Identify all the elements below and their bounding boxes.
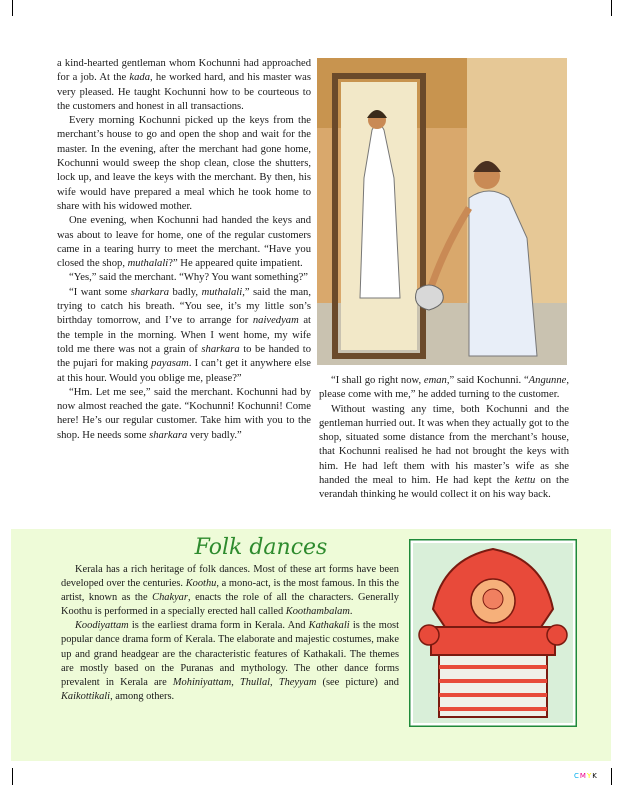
- cmyk-mark-m: M: [579, 772, 587, 780]
- paragraph: [319, 403, 569, 503]
- story-right-column: [319, 374, 569, 503]
- italic-term: eman: [423, 375, 447, 386]
- crop-mark-top-right: [611, 0, 612, 16]
- text-run: , among others.: [110, 690, 175, 702]
- text-run: on the verandah thinking he would collect it on his way back.: [319, 475, 569, 501]
- text-run: .: [349, 606, 353, 618]
- crop-mark-bottom-right: [611, 768, 612, 785]
- paragraph: [57, 114, 311, 214]
- italic-term: sharkara: [201, 343, 240, 355]
- italic-term: Koothambalam: [285, 606, 350, 618]
- italic-term: naivedyam: [252, 315, 299, 327]
- paragraph: [319, 374, 569, 403]
- italic-term: Thullal: [240, 676, 271, 688]
- cmyk-mark-y: Y: [586, 772, 593, 780]
- cmyk-mark-k: K: [592, 772, 598, 780]
- paragraph: [57, 57, 311, 114]
- italic-term: payasam: [151, 358, 189, 370]
- italic-term: muthalali: [201, 286, 243, 298]
- italic-term: kada: [129, 72, 151, 84]
- story-left-column: [57, 57, 311, 443]
- paragraph: [61, 563, 399, 619]
- italic-term: kettu: [514, 475, 536, 487]
- folk-dances-box: [11, 529, 611, 761]
- text-run: Every morning Kochunni picked up the keys from the merchant’s house to go and open the shop and wait for the master. In the evening, after the merchant had gone home, Kochunni would sweep the shop clean, close the shutters, lock up, and leave the keys with the merchant. By then, his wife would have prepared a meal which he took home to share with his widowed mother.: [57, 115, 311, 212]
- italic-term: Chakyar: [152, 592, 188, 604]
- crop-mark-top-left: [12, 0, 13, 16]
- text-run: , he worked hard, and his master was very pleased. He taught Kochunni how to be courteous to the customers and honest in all transactions.: [57, 72, 311, 112]
- text-run: at the temple in the morning. When I went home, my wife told me there was not a grain of: [57, 315, 311, 355]
- folk-dances-text: [61, 563, 399, 704]
- italic-term: sharkara: [149, 429, 188, 441]
- text-run: . I can’t get it anywhere else at this hour. Would you oblige me, please?”: [57, 358, 312, 384]
- paragraph: [57, 386, 311, 443]
- text-run: is the most popular dance drama form of Kerala. The elaborate and majestic costumes, make up and grand headgear are the characteristic features of Kathakali. The themes are mostly based on the Puranas and mythology. The other dance forms prevalent in Kerala are: [61, 620, 399, 688]
- folk-dances-title: Folk dances: [194, 535, 328, 560]
- italic-term: Kathakali: [308, 620, 350, 632]
- text-run: Without wasting any time, both Kochunni and the gentleman hurried out. It was when they actually got to the shop, situated some distance from the merchant’s house, that Kochunni realised he had not brought the keys with him. He had left them with his master’s wife as she handed the meal to him. He had kept the: [319, 403, 569, 487]
- cmyk-mark-c: C: [574, 772, 580, 780]
- text-run: ,” said the man, trying to catch his breath. “You see, it’s my little son’s birthday tomorrow, and I’ve to arrange for: [57, 286, 311, 327]
- text-run: ,: [231, 676, 240, 688]
- text-run: very badly.”: [187, 429, 242, 441]
- text-run: , please come with me,” he added turning to the customer.: [319, 375, 569, 401]
- text-run: ?” He appeared quite impatient.: [168, 258, 303, 270]
- italic-term: sharkara: [130, 286, 170, 298]
- paragraph: [61, 619, 399, 704]
- paragraph: [57, 286, 311, 386]
- text-run: (see picture) and: [316, 676, 399, 688]
- italic-term: Koodiyattam: [75, 620, 129, 632]
- text-run: ,” said Kochunni. “: [446, 375, 529, 386]
- text-run: a kind-hearted gentleman whom Kochunni had approached for a job. At the: [57, 58, 311, 84]
- italic-term: Kaikottikali: [61, 690, 111, 702]
- italic-term: Theyyam: [278, 676, 317, 688]
- theyyam-picture: [409, 539, 577, 727]
- cmyk-color-marks: [574, 772, 598, 780]
- paragraph: [57, 214, 311, 271]
- text-run: is the earliest drama form in Kerala. And: [128, 620, 309, 632]
- paragraph: [57, 271, 311, 285]
- text-run: , enacts the role of all the characters. Generally Koothu is performed in a specially erected hall called: [61, 592, 399, 618]
- text-run: ,: [270, 676, 279, 688]
- text-run: One evening, when Kochunni had handed the keys and was about to leave for home, one of the regular customers came in a tearing hurry to meet the merchant. “Have you closed the shop,: [57, 215, 311, 270]
- italic-term: muthalali: [127, 258, 169, 270]
- italic-term: Mohiniyattam: [172, 676, 232, 688]
- text-run: “I want some: [69, 286, 131, 298]
- text-run: , a mono-act, is the most famous. In this the artist, known as the: [61, 578, 399, 604]
- text-run: badly,: [169, 286, 202, 298]
- italic-term: Angunne: [528, 375, 567, 386]
- text-run: Kerala has a rich heritage of folk dances. Most of these art forms have been developed over the centuries.: [61, 564, 399, 590]
- italic-term: Koothu: [185, 578, 217, 590]
- crop-mark-bottom-left: [12, 768, 13, 785]
- text-run: to be handed to the pujari for making: [57, 343, 311, 370]
- text-run: “Hm. Let me see,” said the merchant. Kochunni had by now almost reached the gate. “Kochunni! Kochunni! Come here! He’s our regular customer. Take him with you to the shop. He needs some: [57, 386, 311, 441]
- text-run: “Yes,” said the merchant. “Why? You want something?”: [69, 272, 308, 284]
- story-illustration: [317, 58, 567, 365]
- text-run: “I shall go right now,: [331, 375, 424, 386]
